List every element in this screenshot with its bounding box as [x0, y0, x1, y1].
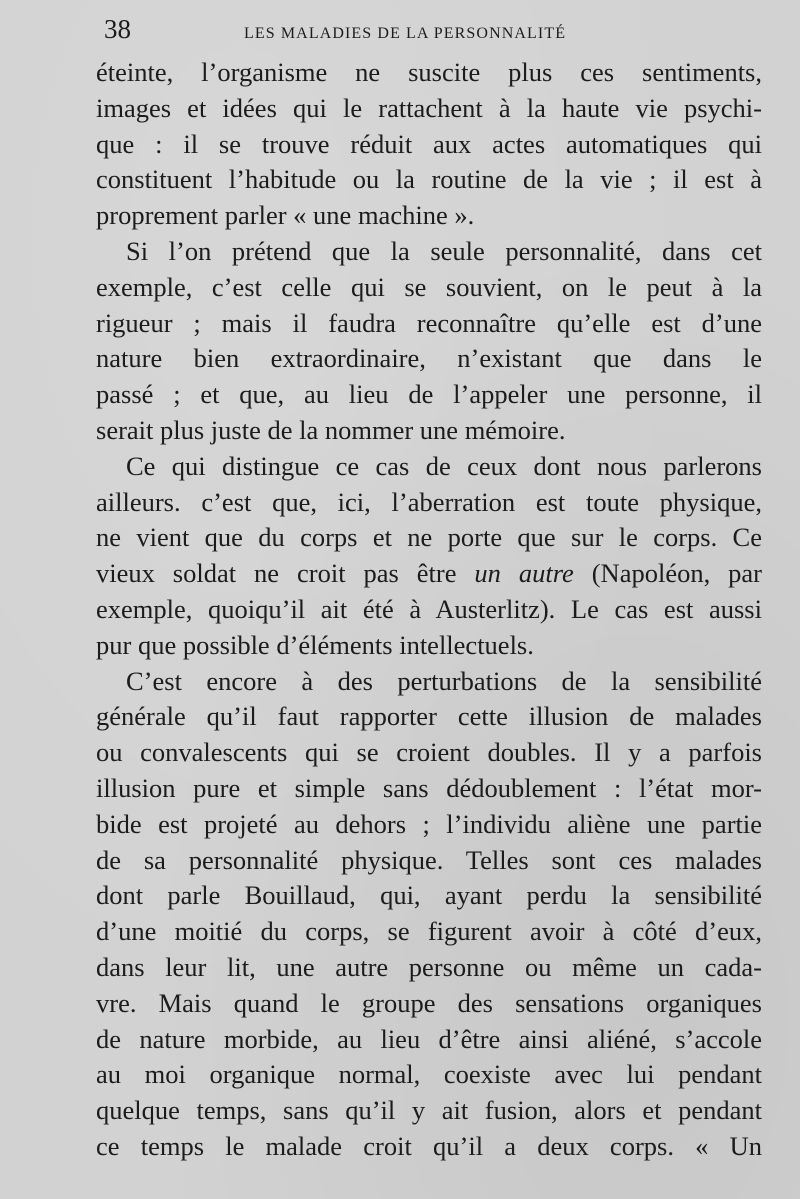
- text-line: de sa personnalité physique. Telles sont ces malades: [96, 844, 762, 875]
- text-line: générale qu’il faut rapporter cette illusion de malades: [96, 701, 762, 732]
- text-line: bide est projeté au dehors ; l’individu aliène une partie: [96, 808, 762, 839]
- text-line: d’une moitié du corps, se figurent avoir à côté d’eux,: [96, 916, 762, 947]
- text-line: Si l’on prétend que la seule personnalité, dans cet: [126, 235, 762, 266]
- text-line: serait plus juste de la nommer une mémoire.: [96, 414, 566, 445]
- paragraph-3: [96, 449, 762, 664]
- text-line: dans leur lit, une autre personne ou même un cada-: [96, 951, 762, 982]
- text-line: dont parle Bouillaud, qui, ayant perdu la sensibilité: [96, 880, 762, 911]
- text-line: éteinte, l’organisme ne suscite plus ces sentiments,: [96, 57, 762, 87]
- text-line: Ce qui distingue ce cas de ceux dont nous parlerons: [126, 450, 762, 481]
- text-segment: (Napoléon, par: [591, 558, 762, 589]
- running-title: LES MALADIES DE LA PERSONNALITÉ: [244, 25, 567, 42]
- text-line: que : il se trouve réduit aux actes automatiques qui: [96, 128, 762, 159]
- text-line: ailleurs. c’est que, ici, l’aberration est toute physique,: [96, 486, 762, 517]
- text-line: exemple, c’est celle qui se souvient, on le peut à la: [96, 271, 762, 302]
- body-text: [96, 55, 762, 1165]
- paragraph-1: [96, 55, 762, 234]
- text-line: de nature morbide, au lieu d’être ainsi aliéné, s’accole: [96, 1023, 762, 1054]
- text-line: passé ; et que, au lieu de l’appeler une personne, il: [96, 379, 762, 410]
- text-line: vre. Mais quand le groupe des sensations organiques: [96, 987, 762, 1018]
- text-line: au moi organique normal, coexiste avec lui pendant: [96, 1059, 762, 1090]
- text-line: ce temps le malade croit qu’il a deux corps. « Un: [96, 1130, 762, 1161]
- text-line: C’est encore à des perturbations de la sensibilité: [126, 665, 762, 696]
- text-line: ou convalescents qui se croient doubles. Il y a parfois: [96, 737, 762, 768]
- paragraph-4: [96, 664, 762, 1165]
- text-line: constituent l’habitude ou la routine de la vie ; il est à: [96, 164, 762, 195]
- text-line: illusion pure et simple sans dédoublement : l’état mor-: [96, 772, 762, 803]
- text-line: ne vient que du corps et ne porte que sur le corps. Ce: [96, 522, 762, 553]
- running-header: [104, 14, 764, 48]
- text-line: quelque temps, sans qu’il y ait fusion, alors et pendant: [96, 1095, 762, 1126]
- text-line-with-italic: [96, 556, 762, 592]
- text-line: exemple, quoiqu’il ait été à Austerlitz). Le cas est aussi: [96, 593, 762, 624]
- text-line: rigueur ; mais il faudra reconnaître qu’elle est d’une: [96, 307, 762, 338]
- text-line: nature bien extraordinaire, n’existant que dans le: [96, 343, 762, 374]
- italic-phrase: un autre: [474, 558, 574, 589]
- paragraph-2: [96, 234, 762, 449]
- page-number: 38: [104, 14, 131, 44]
- text-line: images et idées qui le rattachent à la haute vie psychi-: [96, 92, 762, 123]
- text-segment: vieux soldat ne croit pas être: [96, 558, 457, 589]
- text-line: pur que possible d’éléments intellectuels.: [96, 629, 534, 660]
- text-line: proprement parler « une machine ».: [96, 200, 475, 231]
